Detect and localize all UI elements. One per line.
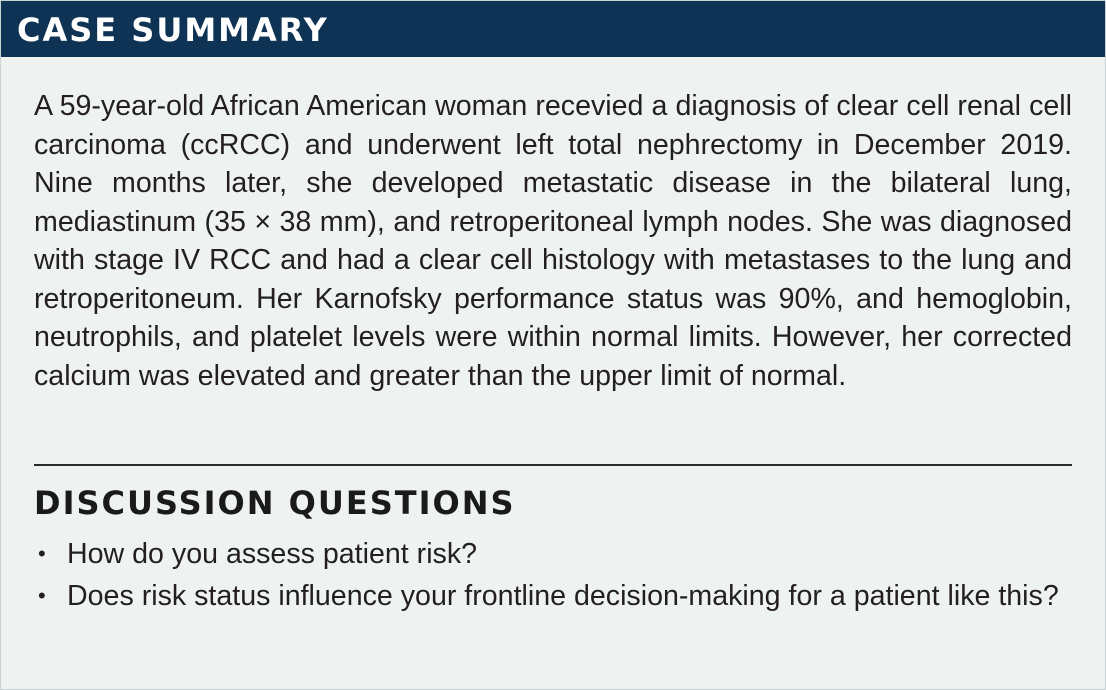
discussion-heading: DISCUSSION QUESTIONS (34, 484, 516, 522)
discussion-question-list (34, 533, 1074, 617)
discussion-question-item (34, 533, 1074, 575)
discussion-question-item (34, 575, 1074, 617)
case-summary-text: A 59-year-old African American woman recevied a diagnosis of clear cell renal cell carcinoma (ccRCC) and underwent left total nephrectomy in December 2019. Nine months later, she developed metastatic disease in the bilateral lung, mediastinum (35 × 38 mm), and retroperitoneal lymph nodes. She was diagnosed with stage IV RCC and had a clear cell histology with metastases to the lung and retroperitoneum. Her Karnofsky performance status was 90%, and hemoglobin, neutrophils, and platelet levels were within normal limits. However, her corrected calcium was elevated and greater than the upper limit of normal. (34, 90, 1072, 392)
bullet-icon: • (38, 541, 46, 566)
discussion-question-text: Does risk status influence your frontline decision-making for a patient like this? (67, 580, 1059, 612)
header-bar (1, 1, 1105, 57)
bullet-icon: • (38, 583, 46, 608)
header-title: CASE SUMMARY (17, 11, 329, 49)
section-divider (34, 464, 1072, 466)
discussion-question-text: How do you assess patient risk? (67, 538, 478, 570)
